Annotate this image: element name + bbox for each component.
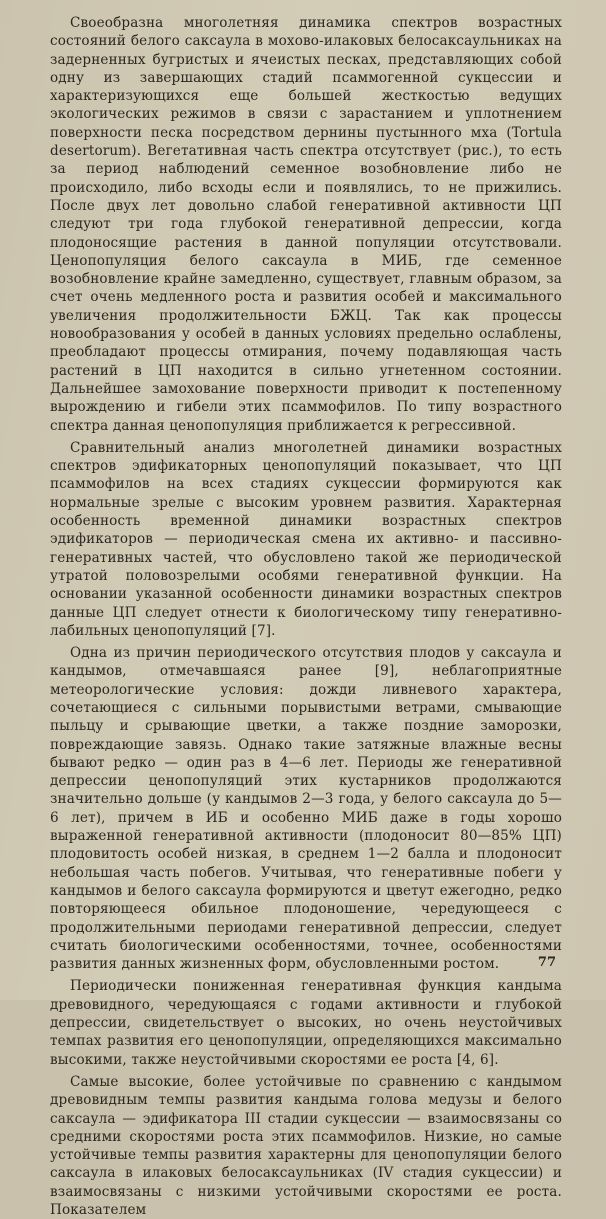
page-number: 77 — [537, 955, 556, 970]
paragraph-3: Одна из причин периодического отсутствия плодов у саксаула и кандымов, отмечавшаяся ранее [9], неблагоприятные метеорологические условия: дожди ливневого характера, сочетающиеся с сильными порывистыми ветрами, смывающие пыльцу и срывающие цветки, а также поздние заморозки, повреждающие завязь. Однако такие затяжные влажные весны бывают редко — один раз в 4—6 лет. Периоды же генеративной депрессии ценопопуляций этих кустарников продолжаются значительно дольше (у кандымов 2—3 года, у белого саксаула до 5—6 лет), причем в ИБ и особенно МИБ даже в годы хорошо выраженной генеративной активности (плодоносит 80—85% ЦП) плодовитость особей низкая, в среднем 1—2 балла и плодоносит небольшая часть побегов. Учитывая, что генеративные побеги у кандымов и белого саксаула формируются и цветут ежегодно, редко повторяющееся обильное плодоношение, чередующееся с продолжительными периодами генеративной депрессии, следует считать биологическими особенностями, точнее, особенностями развития данных жизненных форм, обусловленными ростом. — [50, 645, 562, 973]
paragraph-1: Своеобразна многолетняя динамика спектров возрастных состояний белого саксаула в мохово-илаковых белосаксаульниках на задерненных бугристых и ячеистых песках, представляющих собой одну из завершающих стадий псаммогенной сукцессии и характеризующихся еще большей жесткостью ведущих экологических режимов в связи с зарастанием и уплотнением поверхности песка посредством дернины пустынного мха (Tortula desertorum). Вегетативная часть спектра отсутствует (рис.), то есть за период наблюдений семенное возобновление либо не происходило, либо всходы если и появлялись, то не прижились. После двух лет довольно слабой генеративной активности ЦП следуют три года глубокой генеративной депрессии, когда плодоносящие растения в данной популяции отсутствовали. Ценопопуляция белого саксаула в МИБ, где семенное возобновление крайне замедленно, существует, главным образом, за счет очень медленного роста и развития особей и максимального увеличения продолжительности БЖЦ. Так как процессы новообразования у особей в данных условиях предельно ослаблены, преобладают процессы отмирания, почему подавляющая часть растений в ЦП находится в сильно угнетенном состоянии. Дальнейшее замохование поверхности приводит к постепенному вырождению и гибели этих псаммофилов. По типу возрастного спектра данная ценопопуляция приближается к регрессивной. — [50, 15, 562, 434]
paragraph-5: Самые высокие, более устойчивые по сравнению с кандымом древовидным темпы развития кандыма голова медузы и белого саксаула — эдификатора III стадии сукцессии — взаимосвязаны со средними скоростями роста этих псаммофилов. Низкие, но самые устойчивые темпы развития характерны для ценопопуляции белого саксаула в илаковых белосаксаульниках (IV стадия сукцессии) и взаимосвязаны с низкими устойчивыми скоростями ее роста. Показателем — [50, 1073, 562, 1218]
paragraph-4: Периодически пониженная генеративная функция кандыма древовидного, чередующаяся с годами активности и глубокой депрессии, свидетельствует о высоких, но очень неустойчивых темпах развития его ценопопуляции, определяющихся максимально высокими, также неустойчивыми скоростями ее роста [4, 6]. — [50, 978, 562, 1068]
paragraph-2: Сравнительный анализ многолетней динамики возрастных спектров эдификаторных ценопопуляций показывает, что ЦП псаммофилов на всех стадиях сукцессии формируются как нормальные зрелые с высоким уровнем развития. Характерная особенность временной динамики возрастных спектров эдификаторов — периодическая смена их активно- и пассивно-генеративных частей, что обусловлено такой же периодической утратой половозрелыми особями генеративной функции. На основании указанной особенности динамики возрастных спектров данные ЦП следует отнести к биологическому типу генеративно-лабильных ценопопуляций [7]. — [50, 439, 562, 639]
